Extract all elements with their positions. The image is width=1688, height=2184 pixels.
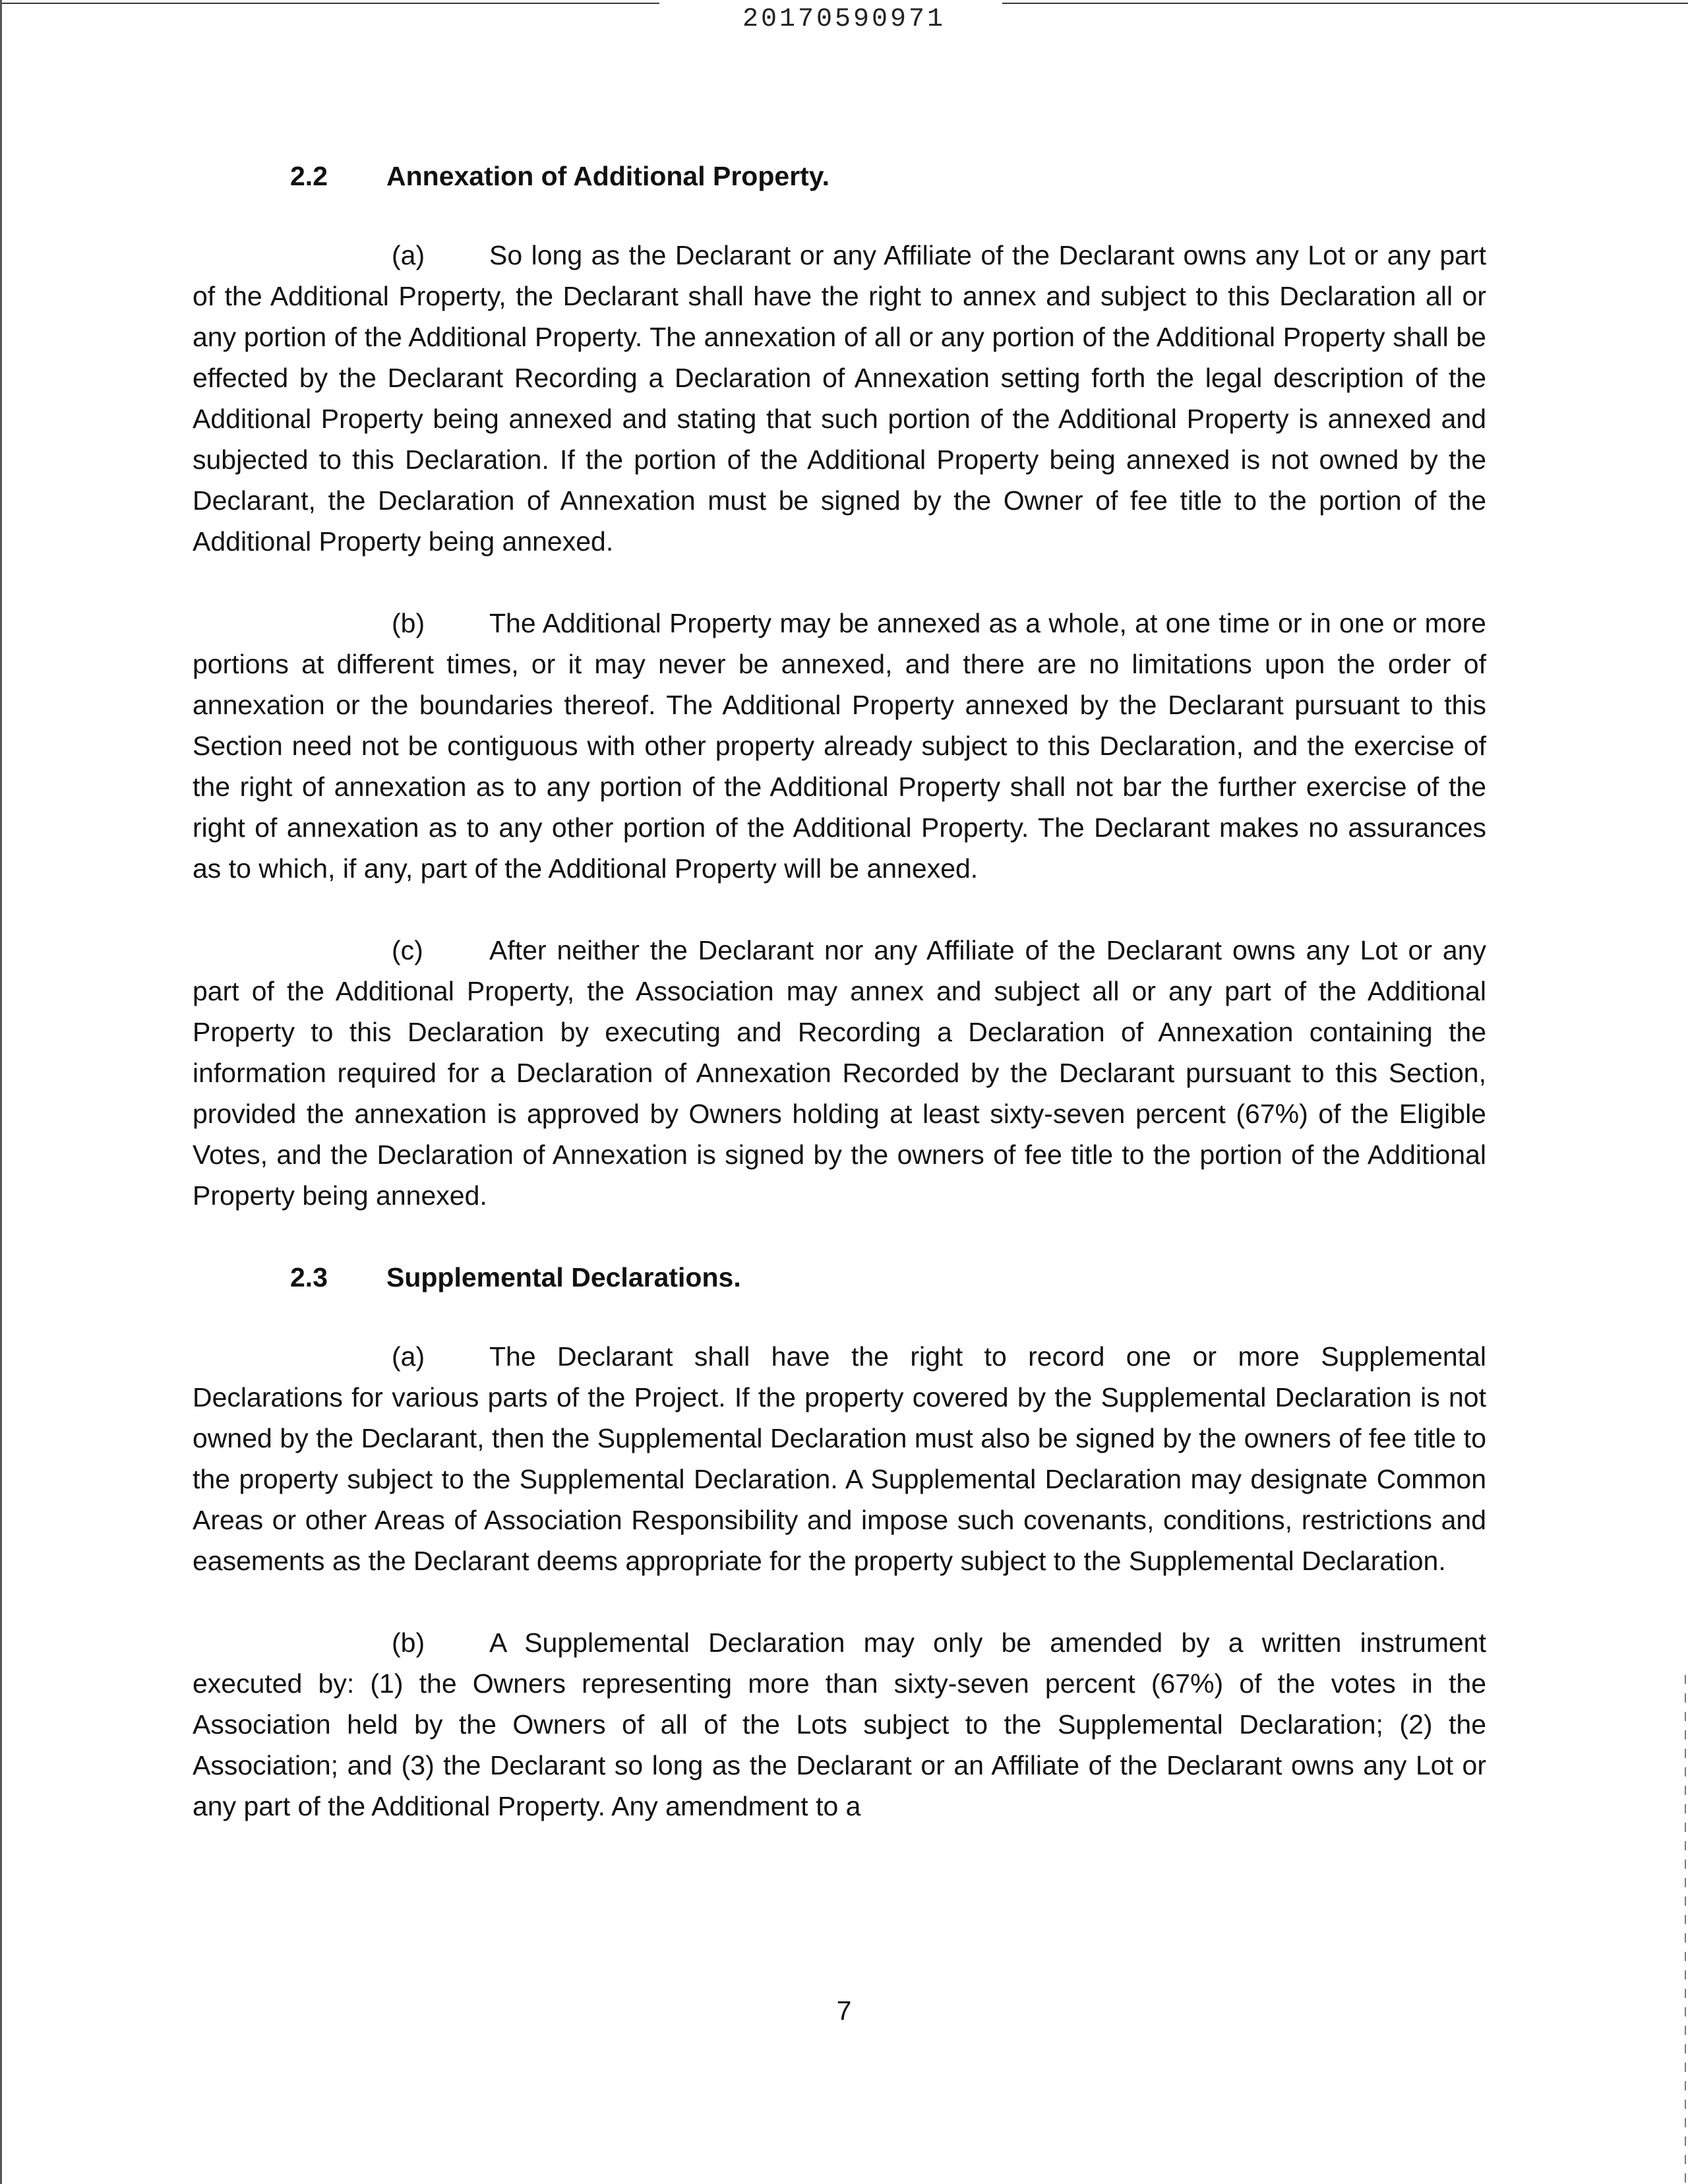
section-heading-2-2 [193,156,1486,197]
document-number: 20170590971 [742,5,946,34]
paragraph-2-3-a [193,1336,1486,1581]
section-title: Annexation of Additional Property. [386,161,829,191]
paragraph-marker: (b) [392,608,425,638]
paragraph-text: So long as the Declarant or any Affiliate of the Declarant owns any Lot or any part of the Additional Property, the Declarant shall have the right to annex and subject to this Declaration all or any portion of the Additional Property. The annexation of all or any portion of the Additional Property shall be effected by the Declarant Recording a Declaration of Annexation setting forth the legal description of the Additional Property being annexed and stating that such portion of the Additional Property is annexed and subjected to this Declaration. If the portion of the Additional Property being annexed is not owned by the Declarant, the Declaration of Annexation must be signed by the Owner of fee title to the portion of the Additional Property being annexed. [193,240,1486,557]
document-body [193,156,1486,1867]
paragraph-text: After neither the Declarant nor any Affiliate of the Declarant owns any Lot or any part of the Additional Property, the Association may annex and subject all or any part of the Additional Property to this Declaration by executing and Recording a Declaration of Annexation containing the information required for a Declaration of Annexation Recorded by the Declarant pursuant to this Section, provided the annexation is approved by Owners holding at least sixty-seven percent (67%) of the Eligible Votes, and the Declaration of Annexation is signed by the owners of fee title to the portion of the Additional Property being annexed. [193,935,1486,1211]
paragraph-marker: (c) [392,935,423,965]
paragraph-marker: (b) [392,1627,425,1658]
scan-border-left [0,0,2,2184]
paragraph-text: A Supplemental Declaration may only be amended by a written instrument executed by: (1) the Owners representing more than sixty-seven percent (67%) of the votes in the Association held by the Owners of all of the Lots subject to the Supplemental Declaration; (2) the Association; and (3) the Declarant so long as the Declarant or an Affiliate of the Declarant owns any Lot or any part of the Additional Property. Any amendment to a [193,1627,1486,1821]
paragraph-2-2-b [193,603,1486,889]
section-number: 2.2 [290,161,328,191]
page-number: 7 [836,1995,852,2026]
paragraph-text: The Additional Property may be annexed as a whole, at one time or in one or more portions at different times, or it may never be annexed, and there are no limitations upon the order of annexation or the boundaries thereof. The Additional Property annexed by the Declarant pursuant to this Section need not be contiguous with other property already subject to this Declaration, and the exercise of the right of annexation as to any portion of the Additional Property shall not bar the further exercise of the right of annexation as to any other portion of the Additional Property. The Declarant makes no assurances as to which, if any, part of the Additional Property will be annexed. [193,608,1486,884]
paragraph-marker: (a) [392,240,425,270]
scan-border-right [1685,1675,1686,2184]
paragraph-marker: (a) [392,1341,425,1372]
section-title: Supplemental Declarations. [386,1262,741,1292]
section-heading-2-3 [193,1257,1486,1298]
paragraph-2-3-b [193,1622,1486,1827]
paragraph-2-2-c [193,930,1486,1216]
paragraph-text: The Declarant shall have the right to record one or more Supplemental Declarations for various parts of the Project. If the property covered by the Supplemental Declaration is not owned by the Declarant, then the Supplemental Declaration must also be signed by the owners of fee title to the property subject to the Supplemental Declaration. A Supplemental Declaration may designate Common Areas or other Areas of Association Responsibility and impose such covenants, conditions, restrictions and easements as the Declarant deems appropriate for the property subject to the Supplemental Declaration. [193,1341,1486,1576]
section-number: 2.3 [290,1262,328,1292]
paragraph-2-2-a [193,235,1486,562]
